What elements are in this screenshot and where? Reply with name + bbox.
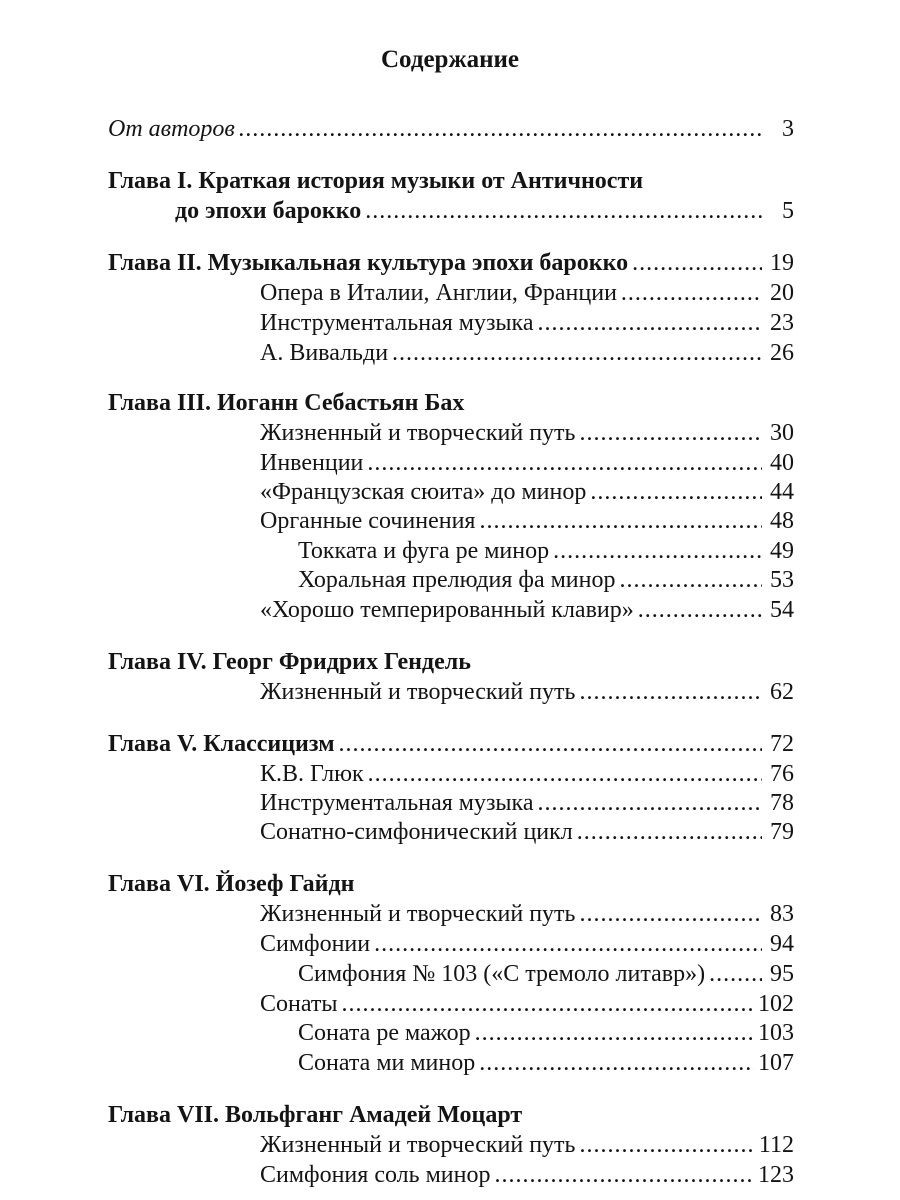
dot-leader <box>638 595 762 625</box>
dot-leader <box>342 989 755 1019</box>
toc-entry[interactable] <box>260 989 794 1019</box>
toc-subentry[interactable] <box>298 1048 794 1078</box>
dot-leader <box>367 448 762 478</box>
toc-entry[interactable] <box>260 448 794 478</box>
toc-entry-title: Опера в Италии, Англии, Франции <box>260 280 617 306</box>
toc-entry-title: Сонаты <box>260 991 338 1017</box>
toc-chapter-4[interactable]: Глава IV. Георг Фридрих Гендель <box>108 649 471 675</box>
toc-entry[interactable] <box>260 1130 794 1160</box>
toc-entry[interactable] <box>260 677 794 707</box>
toc-entry-title: «Хорошо темперированный клавир» <box>260 597 634 623</box>
toc-entry[interactable] <box>260 278 794 308</box>
toc-entry-title: К.В. Глюк <box>260 761 364 787</box>
dot-leader <box>579 677 762 707</box>
toc-subentry[interactable] <box>298 1018 794 1048</box>
toc-entry-page: 95 <box>770 961 794 987</box>
toc-entry-page: 62 <box>770 679 794 705</box>
toc-entry-page: 30 <box>770 420 794 446</box>
dot-leader <box>579 899 762 929</box>
dot-leader <box>374 929 762 959</box>
dot-leader <box>339 729 762 759</box>
toc-entry-title: до эпохи барокко <box>175 198 362 224</box>
toc-entry[interactable] <box>260 477 794 507</box>
toc-entry-title: Жизненный и творческий путь <box>260 679 576 705</box>
toc-entry-page: 23 <box>770 310 794 336</box>
toc-entry-page: 44 <box>770 479 794 505</box>
toc-entry-page: 107 <box>758 1050 794 1076</box>
toc-entry-title: Жизненный и творческий путь <box>260 901 576 927</box>
toc-entry-title: Жизненный и творческий путь <box>260 420 576 446</box>
dot-leader <box>709 959 762 989</box>
toc-entry[interactable] <box>260 308 794 338</box>
toc-subentry[interactable] <box>298 959 794 989</box>
toc-entry[interactable] <box>260 1160 794 1190</box>
toc-entry-page: 103 <box>758 1020 794 1046</box>
toc-entry-page: 5 <box>782 198 794 224</box>
toc-chapter-7[interactable]: Глава VII. Вольфганг Амадей Моцарт <box>108 1102 523 1128</box>
dot-leader <box>538 308 762 338</box>
toc-entry-title: Инструментальная музыка <box>260 790 534 816</box>
toc-entry-page: 20 <box>770 280 794 306</box>
toc-entry-title: А. Вивальди <box>260 340 389 366</box>
toc-entry-title: Глава II. Музыкальная культура эпохи барокко <box>108 250 629 276</box>
toc-chapter-1[interactable] <box>175 196 794 226</box>
toc-entry[interactable] <box>260 929 794 959</box>
toc-entry-title: Соната ми минор <box>298 1050 476 1076</box>
dot-leader <box>579 1130 754 1160</box>
toc-entry[interactable] <box>260 338 794 368</box>
dot-leader <box>479 506 762 536</box>
dot-leader <box>621 278 762 308</box>
toc-entry[interactable] <box>260 817 794 847</box>
toc-entry-title: Хоральная прелюдия фа минор <box>298 567 616 593</box>
toc-entry-page: 112 <box>758 1132 794 1158</box>
dot-leader <box>620 565 763 595</box>
toc-entry[interactable] <box>260 899 794 929</box>
toc-entry-page: 102 <box>758 991 794 1017</box>
dot-leader <box>392 338 762 368</box>
dot-leader <box>538 788 762 818</box>
dot-leader <box>494 1160 754 1190</box>
dot-leader <box>368 759 762 789</box>
toc-entry-page: 49 <box>770 538 794 564</box>
toc-chapter-6[interactable]: Глава VI. Йозеф Гайдн <box>108 871 355 897</box>
toc-entry-page: 26 <box>770 340 794 366</box>
toc-entry-title: Жизненный и творческий путь <box>260 1132 576 1158</box>
toc-entry-title: Симфонии <box>260 931 371 957</box>
toc-entry-title: Сонатно-симфонический цикл <box>260 819 573 845</box>
toc-entry-page: 72 <box>770 731 794 757</box>
toc-entry-title: «Французская сюита» до минор <box>260 479 587 505</box>
toc-entry-page: 94 <box>770 931 794 957</box>
toc-entry-page: 54 <box>770 597 794 623</box>
dot-leader <box>579 418 762 448</box>
toc-entry-page: 53 <box>770 567 794 593</box>
toc-entry-title: Глава V. Классицизм <box>108 731 335 757</box>
toc-entry-page: 79 <box>770 819 794 845</box>
toc-entry-title: Симфония № 103 («С тремоло литавр») <box>298 961 706 987</box>
toc-entry[interactable] <box>260 788 794 818</box>
dot-leader <box>475 1018 754 1048</box>
toc-entry-title: Инвенции <box>260 450 364 476</box>
toc-entry-title: Токката и фуга ре минор <box>298 538 550 564</box>
toc-chapter-3[interactable]: Глава III. Иоганн Себастьян Бах <box>108 390 465 416</box>
dot-leader <box>239 114 762 144</box>
toc-chapter-1-line1[interactable]: Глава I. Краткая история музыки от Античности <box>108 168 644 194</box>
toc-entry[interactable] <box>260 759 794 789</box>
page-title: Содержание <box>380 46 519 73</box>
toc-chapter-5[interactable] <box>108 729 794 759</box>
toc-entry[interactable] <box>260 506 794 536</box>
toc-entry-page: 123 <box>758 1162 794 1188</box>
dot-leader <box>632 248 762 278</box>
toc-entry-page: 19 <box>770 250 794 276</box>
toc-entry-title: Органные сочинения <box>260 508 476 534</box>
toc-entry-page: 78 <box>770 790 794 816</box>
toc-entry-page: 76 <box>770 761 794 787</box>
toc-subentry[interactable] <box>298 536 794 566</box>
dot-leader <box>553 536 762 566</box>
dot-leader <box>479 1048 754 1078</box>
toc-entry-page: 83 <box>770 901 794 927</box>
toc-entry[interactable] <box>260 418 794 448</box>
toc-entry-title: Соната ре мажор <box>298 1020 471 1046</box>
toc-entry-page: 3 <box>782 116 794 142</box>
toc-entry-from-authors[interactable] <box>108 114 794 144</box>
toc-entry-page: 40 <box>770 450 794 476</box>
dot-leader <box>577 817 762 847</box>
dot-leader <box>590 477 762 507</box>
dot-leader <box>365 196 762 226</box>
toc-entry-title: Инструментальная музыка <box>260 310 534 336</box>
toc-entry-title: Симфония соль минор <box>260 1162 491 1188</box>
toc-entry[interactable] <box>260 595 794 625</box>
toc-entry-page: 48 <box>770 508 794 534</box>
toc-entry-title: От авторов <box>108 116 235 142</box>
toc-subentry[interactable] <box>298 565 794 595</box>
toc-chapter-2[interactable] <box>108 248 794 278</box>
